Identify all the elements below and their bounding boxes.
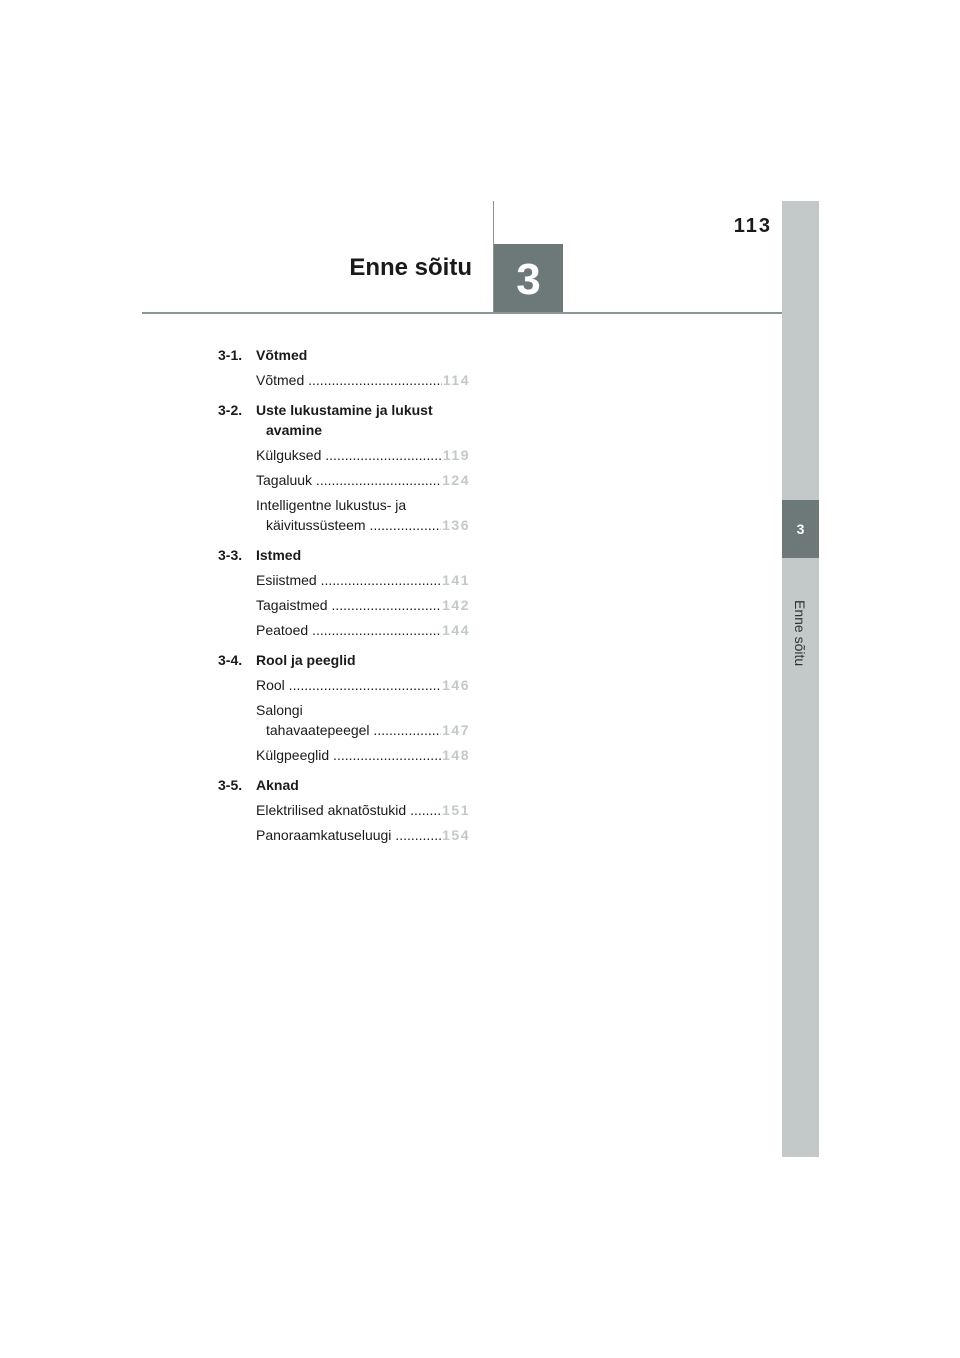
toc-entry-page-link[interactable]: 154 [442,827,470,843]
toc-entry-page-link[interactable]: 147 [442,722,470,738]
toc-section-title [256,545,470,565]
table-of-contents [218,345,470,845]
toc-section-title-line: Aknad [256,777,299,793]
toc-entry-page-link[interactable]: 151 [442,802,470,818]
toc-section [218,775,470,795]
toc-section-number: 3-4. [218,652,243,668]
side-tab-label: Enne sõitu [792,600,808,667]
toc-entry-title-continuation: käivitussüsteem ..... [256,515,441,535]
toc-entry-title: Tagaistmed ..... [256,595,441,615]
toc-entry-title-continuation: tahavaatepeegel ..... [256,720,441,740]
toc-entry-title: Külgpeeglid ..... [256,745,441,765]
toc-entry-title: Salongi [256,702,303,718]
toc-entry-page-link[interactable]: 146 [442,677,470,693]
toc-entry[interactable] [256,495,470,535]
page-number: 113 [733,215,772,237]
toc-entry[interactable] [256,675,470,695]
toc-entry[interactable] [256,800,470,820]
toc-entry-title: Elektrilised aknatõstukid ..... [256,800,441,820]
toc-entry-title: Intelligentne lukustus- ja [256,497,407,513]
toc-section-number: 3-3. [218,547,243,563]
toc-entry-page-link[interactable]: 119 [442,447,470,463]
toc-section-title-continuation: avamine [266,422,323,438]
toc-section-title-line: Rool ja peeglid [256,652,356,668]
chapter-number-box: 3 [494,244,563,313]
toc-section-number: 3-5. [218,777,243,793]
side-tab-chapter-number[interactable]: 3 [782,500,819,558]
toc-entry-page-link[interactable]: 114 [442,372,470,388]
toc-entry[interactable] [256,700,470,740]
toc-entry[interactable] [256,595,470,615]
toc-section-title-line: Istmed [256,547,302,563]
toc-entry[interactable] [256,620,470,640]
toc-section-title [256,345,470,365]
side-tab-strip [782,201,819,1157]
header-horizontal-rule [142,312,782,314]
toc-section-number: 3-2. [218,402,243,418]
toc-entry-title: Esiistmed ..... [256,570,441,590]
toc-entry[interactable] [256,825,470,845]
chapter-title: Enne sõitu [349,254,472,281]
toc-section-title-line: Võtmed [256,347,308,363]
toc-entry-page-link[interactable]: 144 [442,622,470,638]
toc-entry[interactable] [256,470,470,490]
toc-entry-page-link[interactable]: 148 [442,747,470,763]
toc-entry[interactable] [256,370,470,390]
toc-entry-title: Panoraamkatuseluugi ..... [256,825,441,845]
toc-section [218,650,470,670]
toc-entry-title: Rool ..... [256,675,441,695]
toc-entry[interactable] [256,570,470,590]
toc-section [218,545,470,565]
toc-entry-title: Võtmed ..... [256,370,442,390]
toc-section [218,345,470,365]
toc-section-title-line: Uste lukustamine ja lukust [256,402,433,418]
toc-section [218,400,470,440]
toc-entry[interactable] [256,745,470,765]
toc-entry[interactable] [256,445,470,465]
toc-entry-title: Külguksed ..... [256,445,442,465]
toc-entry-page-link[interactable]: 136 [442,517,470,533]
toc-entry-page-link[interactable]: 141 [442,572,470,588]
toc-section-title [256,775,470,795]
toc-entry-title: Tagaluuk ..... [256,470,441,490]
toc-section-title [256,650,470,670]
toc-entry-page-link[interactable]: 142 [442,597,470,613]
toc-entry-title: Peatoed ..... [256,620,441,640]
toc-section-number: 3-1. [218,347,243,363]
toc-section-title [256,400,470,440]
toc-entry-page-link[interactable]: 124 [442,472,470,488]
